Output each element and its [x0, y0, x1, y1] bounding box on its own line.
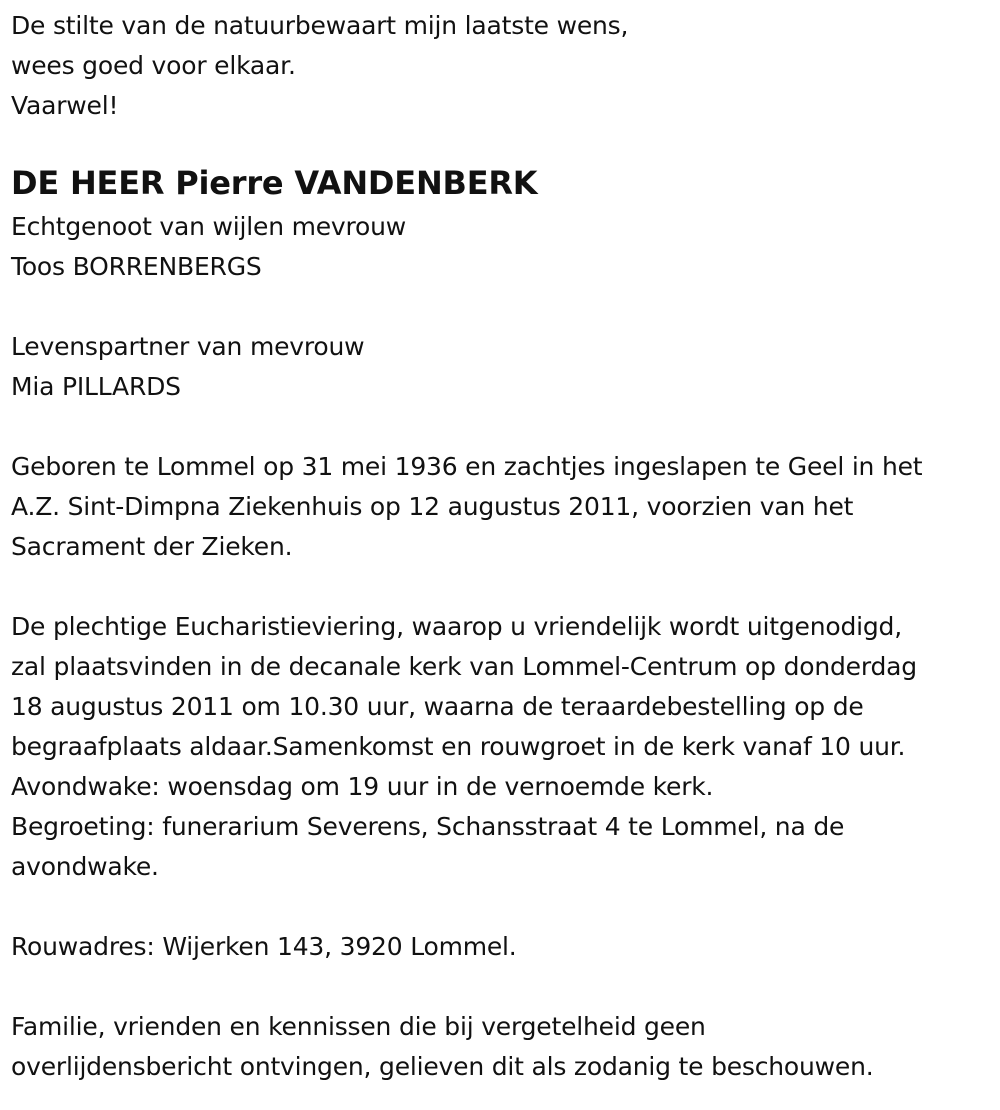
paragraph-line: overlijdensbericht ontvingen, gelieven dit als zodanig te beschouwen.	[11, 1052, 874, 1081]
paragraph-line: 18 augustus 2011 om 10.30 uur, waarna de teraardebestelling op de	[11, 692, 864, 721]
birth-death-paragraph	[11, 447, 991, 567]
spouse-block	[11, 207, 991, 287]
paragraph-line: Geboren te Lommel op 31 mei 1936 en zachtjes ingeslapen te Geel in het	[11, 452, 923, 481]
paragraph-line: Begroeting: funerarium Severens, Schansstraat 4 te Lommel, na de	[11, 812, 845, 841]
paragraph-line: Avondwake: woensdag om 19 uur in de vernoemde kerk.	[11, 772, 714, 801]
spouse-line: Echtgenoot van wijlen mevrouw	[11, 212, 407, 241]
poem-line: wees goed voor elkaar.	[11, 51, 296, 80]
poem-line: De stilte van de natuurbewaart mijn laatste wens,	[11, 11, 629, 40]
partner-block	[11, 327, 991, 407]
obituary-notice	[11, 6, 991, 1087]
paragraph-line: begraafplaats aldaar.Samenkomst en rouwgroet in de kerk vanaf 10 uur.	[11, 732, 906, 761]
ceremony-paragraph	[11, 607, 991, 887]
mourning-address: Rouwadres: Wijerken 143, 3920 Lommel.	[11, 932, 517, 961]
paragraph-line: A.Z. Sint-Dimpna Ziekenhuis op 12 augustus 2011, voorzien van het	[11, 492, 854, 521]
paragraph-line: Familie, vrienden en kennissen die bij vergetelheid geen	[11, 1012, 706, 1041]
partner-line: Levenspartner van mevrouw	[11, 332, 365, 361]
poem-block	[11, 6, 991, 126]
partner-line: Mia PILLARDS	[11, 372, 181, 401]
spouse-line: Toos BORRENBERGS	[11, 252, 262, 281]
deceased-name-heading: DE HEER Pierre VANDENBERK	[11, 164, 538, 202]
paragraph-line: zal plaatsvinden in de decanale kerk van Lommel-Centrum op donderdag	[11, 652, 917, 681]
paragraph-line: Sacrament der Zieken.	[11, 532, 293, 561]
closing-paragraph	[11, 1007, 991, 1087]
poem-line: Vaarwel!	[11, 91, 119, 120]
paragraph-line: De plechtige Eucharistieviering, waarop u vriendelijk wordt uitgenodigd,	[11, 612, 902, 641]
paragraph-line: avondwake.	[11, 852, 159, 881]
